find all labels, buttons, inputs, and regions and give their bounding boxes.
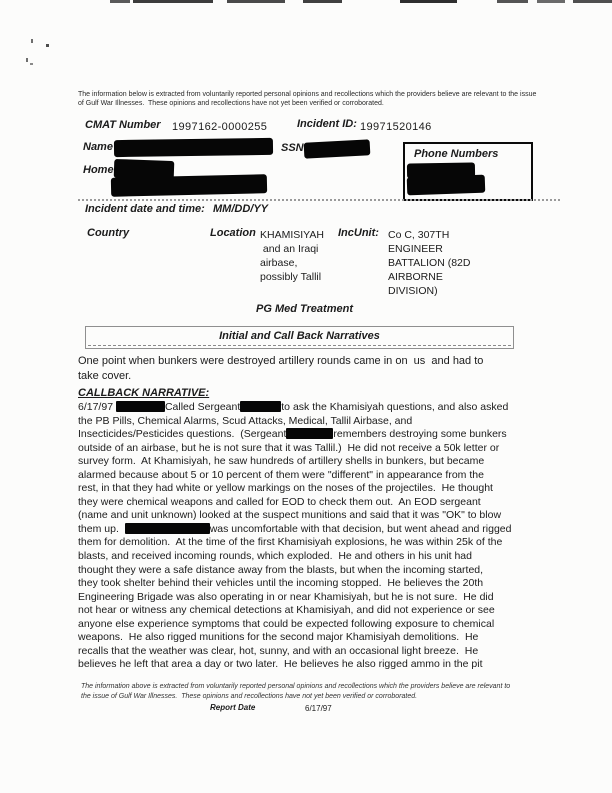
top-disclaimer-line2: of Gulf War Illnesses. These opinions and recollections have not yet been verified or corroborated. [78, 100, 384, 107]
pg-med-treatment-label: PG Med Treatment [256, 303, 353, 315]
initial-narrative-line: take cover. [78, 370, 132, 382]
phone-numbers-box [403, 142, 533, 201]
footer-disclaimer-line1: The information above is extracted from voluntarily reported personal opinions and recollections which the providers believe are relevant to [81, 683, 511, 690]
callback-narrative-line: them for demolition. At the time of the first Khamisiyah explosions, he was within 25k of the [78, 536, 503, 549]
ssn-label: SSN [281, 142, 304, 154]
inline-redaction [286, 428, 333, 439]
location-value [260, 228, 324, 284]
top-disclaimer-line1: The information below is extracted from voluntarily reported personal opinions and recollections which the providers believe are relevant to the issue [78, 91, 537, 98]
location-line: possibly Tallil [260, 271, 322, 283]
location-line: airbase, [260, 257, 298, 269]
home-redaction [111, 174, 267, 197]
callback-narrative-line: anyone else experience symptoms that could be expected following exposure to chemical [78, 617, 495, 630]
callback-narrative-line: they were chemical weapons and called for EOD to check them out. An EOD sergeant [78, 495, 481, 508]
initial-narrative [78, 354, 483, 384]
cmat-number-label: CMAT Number [85, 119, 161, 131]
callback-narrative-line: recalls that the weather was clear, hot, sunny, and with an occasional light breeze. He [78, 644, 479, 657]
callback-narrative-line: rest, in that they had white or yellow markings on the noses of the projectiles. He thought [78, 482, 493, 495]
callback-narrative-line: they took shelter behind their vehicles until the incoming stopped. He believes the 20th [78, 577, 484, 590]
ssn-redaction [304, 139, 371, 158]
incident-date-value: MM/DD/YY [213, 203, 268, 215]
callback-narrative-line: 6/17/97 Called Sergeant to ask the Khamisiyah questions, and also asked [78, 401, 509, 413]
initial-narrative-line: One point when bunkers were destroyed artillery rounds came in on us and had to [78, 355, 484, 367]
callback-narrative-line: alarmed because about 5 or 10 percent of them were "different" in appearance from the [78, 468, 484, 481]
callback-narrative-line: believes he left that area a day or two later. He believes he also rigged ammo in the pit [78, 658, 483, 671]
pen-speck [31, 39, 33, 43]
narratives-section-box [85, 326, 514, 349]
name-label: Name [83, 141, 113, 153]
location-label: Location [210, 227, 256, 239]
inline-redaction [240, 401, 281, 412]
incunit-label: IncUnit: [338, 227, 379, 239]
incunit-line: AIRBORNE [388, 271, 443, 283]
narratives-box-rule [88, 345, 511, 346]
scan-artifact [303, 0, 342, 3]
callback-narrative-line: outside of an airbase, but he is not sure that it was Tallil.) He did not receive a 50k letter or [78, 441, 500, 454]
callback-narrative-heading: CALLBACK NARRATIVE: [78, 387, 210, 399]
incident-id-value: 19971520146 [360, 121, 432, 133]
pen-speck [46, 44, 49, 47]
inline-redaction [125, 523, 210, 534]
home-label: Home [83, 164, 114, 176]
callback-narrative-line: thought they were a safe distance away from the blasts, but when the incoming started, [78, 563, 484, 576]
incunit-line: Co C, 307TH [388, 229, 450, 241]
location-line: and an Iraqi [260, 243, 319, 255]
incunit-line: BATTALION (82D [388, 257, 471, 269]
location-line: KHAMISIYAH [260, 229, 324, 241]
callback-narrative [78, 401, 548, 672]
scan-artifact [133, 0, 213, 3]
incident-date-label: Incident date and time: [85, 203, 205, 215]
callback-narrative-line: the PB Pills, Chemical Alarms, Scud Attacks, Medical, Tallil Airbase, and [78, 414, 413, 427]
callback-narrative-line: weapons. He also rigged munitions for the second major Khamisiyah demolitions. He [78, 631, 479, 644]
callback-narrative-line: survey form. At Khamisiyah, he saw hundreds of artillery shells in bunkers, but became [78, 455, 485, 468]
scan-artifact [110, 0, 130, 3]
phone-redaction [407, 175, 486, 196]
incident-id-label: Incident ID: [297, 118, 357, 130]
cmat-number-value: 1997162-0000255 [172, 121, 268, 133]
incunit-value [388, 228, 470, 298]
inline-redaction [116, 401, 165, 412]
report-date-label: Report Date [210, 703, 256, 712]
phone-numbers-label: Phone Numbers [414, 148, 499, 160]
callback-narrative-line: (name and unit unknown) looked at the suspect munitions and said that it was "OK" to blow [78, 509, 502, 522]
callback-narrative-line: not hear or witness any chemical detections at Khamisiyah, and did not experience or see [78, 604, 495, 617]
narratives-section-title: Initial and Call Back Narratives [219, 330, 380, 342]
report-date-value: 6/17/97 [305, 704, 332, 713]
pen-speck [26, 58, 28, 62]
scan-artifact [573, 0, 612, 3]
callback-narrative-line: Insecticides/Pesticides questions. (Sergeant remembers destroying some bunkers [78, 428, 507, 441]
callback-narrative-line: them up. was uncomfortable with that decision, but went ahead and rigged [78, 522, 512, 535]
scan-artifact [497, 0, 528, 3]
callback-narrative-line: Engineering Brigade was also operating in or near Khamisiyah, but he is not sure. He did [78, 590, 494, 603]
dotted-separator [78, 199, 560, 201]
scan-artifact [227, 0, 285, 3]
incunit-line: ENGINEER [388, 243, 443, 255]
scan-artifact [537, 0, 565, 3]
pen-speck [30, 63, 33, 65]
callback-narrative-line: blasts, and received incoming rounds, which exploded. He and others in his unit had [78, 550, 472, 563]
country-label: Country [87, 227, 130, 239]
scan-artifact [400, 0, 457, 3]
incunit-line: DIVISION) [388, 285, 438, 297]
name-redaction [114, 138, 273, 157]
footer-disclaimer-line2: the issue of Gulf War Illnesses. These opinions and recollections have not yet been verified or corroborated. [81, 692, 418, 700]
